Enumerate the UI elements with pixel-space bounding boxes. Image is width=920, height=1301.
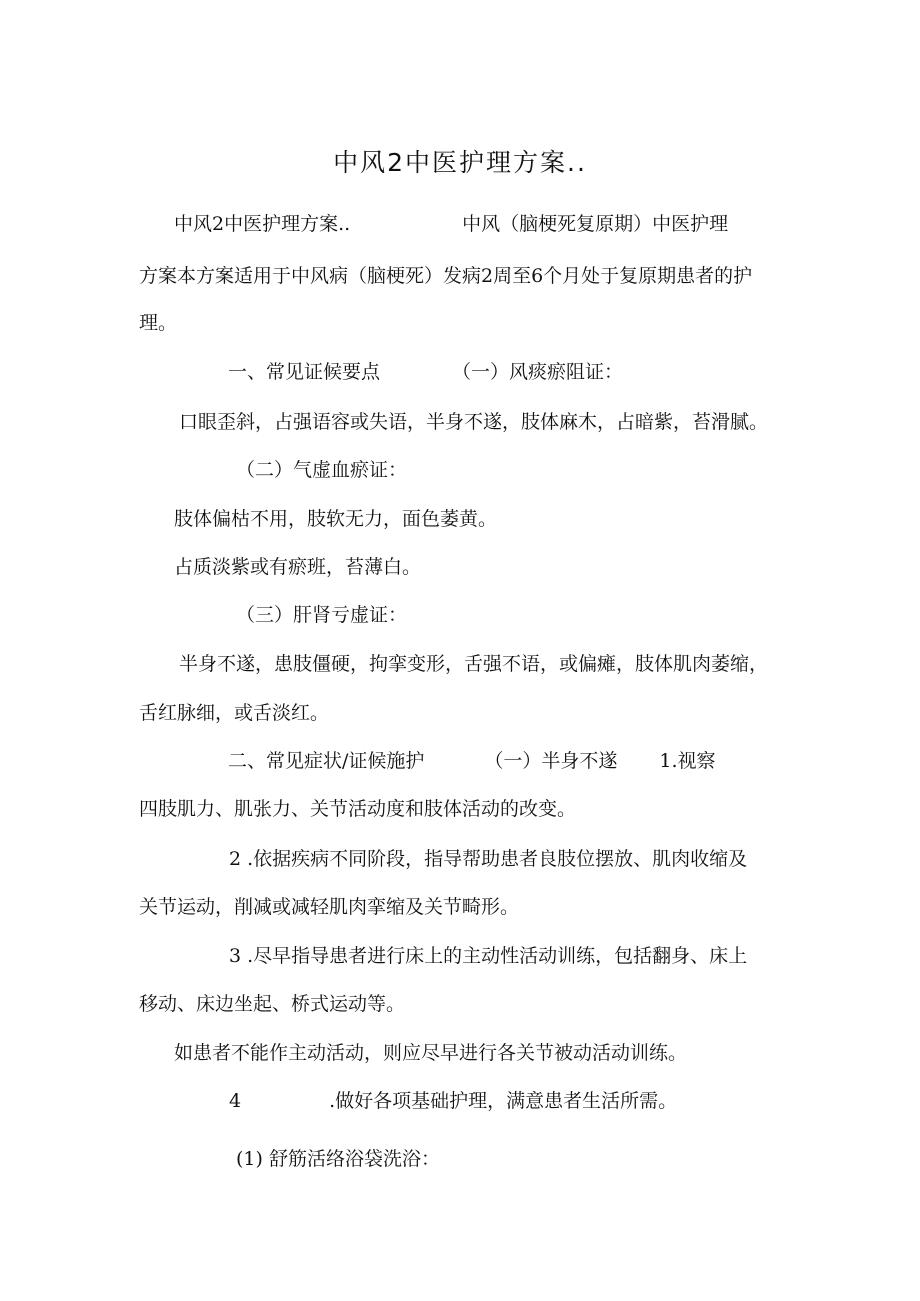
paragraph-line: 肢体偏枯不用，肢软无力，面色萎黄。: [174, 508, 498, 530]
paragraph-line: 占质淡紫或有瘀班，苔薄白。: [174, 556, 422, 578]
list-item: (1) 舒筋活络浴袋洗浴：: [236, 1148, 440, 1170]
paragraph-line: 理。: [139, 312, 178, 334]
line-text: .做好各项基础护理，满意患者生活所需。: [329, 1090, 678, 1112]
line-text: （一）风痰瘀阻证：: [452, 361, 624, 383]
subsection-heading: （二）气虚血瘀证：: [236, 459, 408, 481]
paragraph-line: 舌红脉细，或舌淡红。: [139, 702, 330, 724]
paragraph-line: 如患者不能作主动活动，则应尽早进行各关节被动活动训练。: [174, 1042, 688, 1064]
line-text: 4: [229, 1090, 242, 1112]
line-text: 1.视察: [659, 750, 716, 772]
section-heading: [228, 359, 623, 385]
line-text: 一、常见证候要点: [228, 361, 381, 383]
paragraph-line: 方案本方案适用于中风病（脑梗死）发病2周至6个月处于复原期患者的护: [139, 265, 753, 287]
line-text: （一）半身不遂: [484, 750, 618, 772]
paragraph-line: 半身不遂，患肢僵硬，拘挛变形，舌强不语，或偏瘫，肢体肌肉萎缩，: [179, 653, 769, 675]
line-text: 中风2中医护理方案..: [174, 213, 351, 235]
line-text: 中风（脑梗死复原期）中医护理: [462, 213, 729, 235]
subsection-heading: （三）肝肾亏虚证：: [236, 604, 408, 626]
paragraph-line: 移动、床边坐起、桥式运动等。: [139, 993, 406, 1015]
paragraph-line: 关节运动，削减或减轻肌肉挛缩及关节畸形。: [139, 896, 520, 918]
paragraph-line: 口眼歪斜，占强语容或失语，半身不遂，肢体麻木，占暗紫，苔滑腻。: [179, 411, 769, 433]
paragraph-line: 3 .尽早指导患者进行床上的主动性活动训练，包括翻身、床上: [229, 945, 748, 967]
section-heading: [228, 748, 716, 774]
paragraph-line: [174, 211, 728, 237]
paragraph-line: 2 .依据疾病不同阶段，指导帮助患者良肢位摆放、肌肉收缩及: [229, 848, 748, 870]
line-text: 二、常见症状/证候施护: [228, 750, 425, 772]
paragraph-line: [229, 1088, 677, 1114]
document-title: 中风2中医护理方案..: [333, 148, 587, 177]
paragraph-line: 四肢肌力、肌张力、关节活动度和肢体活动的改变。: [139, 798, 577, 820]
